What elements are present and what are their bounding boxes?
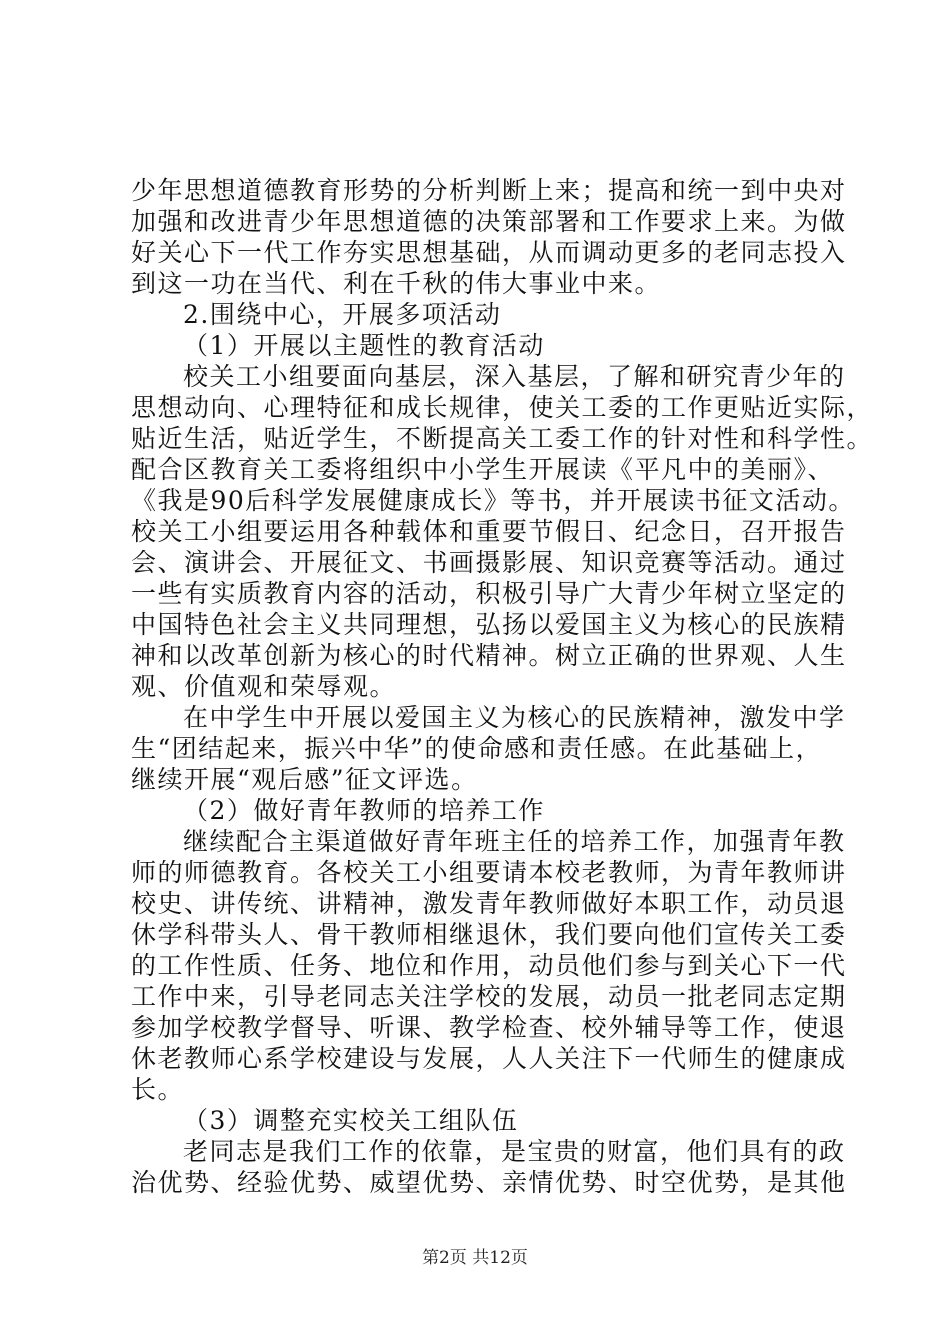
text-line: 中国特色社会主义共同理想，弘扬以爱国主义为核心的民族精: [131, 610, 847, 639]
text-line: 到这一功在当代、利在千秋的伟大事业中来。: [131, 269, 662, 298]
text-line: 好关心下一代工作夯实思想基础，从而调动更多的老同志投入: [131, 238, 847, 267]
text-line: 继续开展“观后感”征文评选。: [131, 765, 478, 794]
text-line: 观、价值观和荣辱观。: [131, 672, 397, 701]
text-line: 思想动向、心理特征和成长规律，使关工委的工作更贴近实际，: [131, 393, 874, 422]
text-line: 生“团结起来，振兴中华”的使命感和责任感。在此基础上，: [131, 734, 823, 763]
text-line: 在中学生中开展以爱国主义为核心的民族精神，激发中学: [183, 703, 846, 732]
text-line: 配合区教育关工委将组织中小学生开展读《平凡中的美丽》、: [131, 455, 835, 484]
text-line: 2.围绕中心，开展多项活动: [183, 300, 502, 329]
text-line: 神和以改革创新为核心的时代精神。树立正确的世界观、人生: [131, 641, 847, 670]
text-line: 贴近生活，贴近学生，不断提高关工委工作的针对性和科学性。: [131, 424, 874, 453]
text-line: 继续配合主渠道做好青年班主任的培养工作，加强青年教: [183, 827, 846, 856]
text-line: 的工作性质、任务、地位和作用，动员他们参与到关心下一代: [131, 951, 847, 980]
text-line: 校关工小组要面向基层，深入基层，了解和研究青少年的: [183, 362, 846, 391]
text-line: 休老教师心系学校建设与发展，人人关注下一代师生的健康成: [131, 1044, 847, 1073]
text-line: 校史、讲传统、讲精神，激发青年教师做好本职工作，动员退: [131, 889, 847, 918]
text-line: 参加学校教学督导、听课、教学检查、校外辅导等工作，使退: [131, 1013, 847, 1042]
text-line: 会、演讲会、开展征文、书画摄影展、知识竞赛等活动。通过: [131, 548, 847, 577]
text-line: 师的师德教育。各校关工小组要请本校老教师，为青年教师讲: [131, 858, 847, 887]
text-line: 校关工小组要运用各种载体和重要节假日、纪念日，召开报告: [131, 517, 847, 546]
text-line: 老同志是我们工作的依靠，是宝贵的财富，他们具有的政: [183, 1137, 846, 1166]
text-line: 休学科带头人、骨干教师相继退休，我们要向他们宣传关工委: [131, 920, 847, 949]
page-footer: 第2页 共12页: [422, 1248, 528, 1268]
text-line: 加强和改进青少年思想道德的决策部署和工作要求上来。为做: [131, 207, 847, 236]
text-line: 少年思想道德教育形势的分析判断上来；提高和统一到中央对: [131, 176, 847, 205]
text-line: （2）做好青年教师的培养工作: [183, 796, 545, 825]
document-body: [131, 175, 874, 1198]
text-line: 工作中来，引导老同志关注学校的发展，动员一批老同志定期: [131, 982, 847, 1011]
text-line: 《我是90后科学发展健康成长》等书，并开展读书征文活动。: [131, 486, 855, 515]
text-line: 治优势、经验优势、威望优势、亲情优势、时空优势，是其他: [131, 1168, 847, 1197]
text-line: 一些有实质教育内容的活动，积极引导广大青少年树立坚定的: [131, 579, 847, 608]
text-line: （3）调整充实校关工组队伍: [183, 1106, 519, 1135]
text-line: 长。: [131, 1075, 185, 1104]
text-line: （1）开展以主题性的教育活动: [183, 331, 545, 360]
